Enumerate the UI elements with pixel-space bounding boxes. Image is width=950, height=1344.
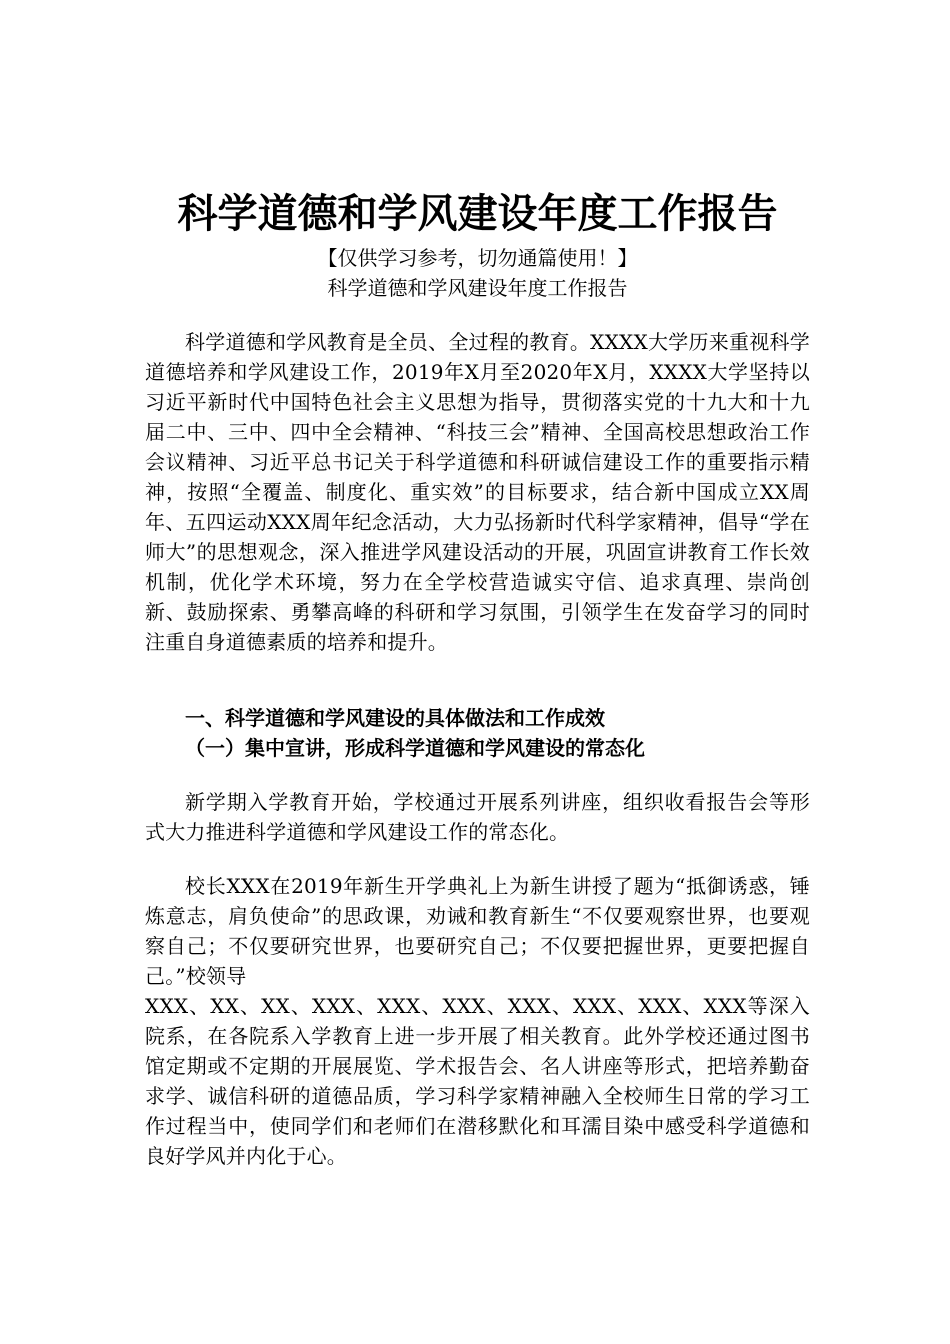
body-paragraph-3-continued: XXX、XX、XX、XXX、XXX、XXX、XXX、XXX、XXX、XXX等深入院系，在各院系入学教育上进一步开展了相关教育。此外学校还通过图书馆定期或不定期的开展展览、学术报告会、名人讲座等形式，把培养勤奋求学、诚信科研的道德品质，学习科学家精神融入全校师生日常的学习工作过程当中，使同学们和老师们在潜移默化和耳濡目染中感受科学道德和良好学风并内化于心。 [145,994,810,1168]
usage-notice: 【仅供学习参考，切勿通篇使用！】 [317,246,638,270]
section-heading-1: 一、科学道德和学风建设的具体做法和工作成效 [185,706,605,730]
body-paragraph-3: 校长XXX在2019年新生开学典礼上为新生讲授了题为“抵御诱惑，锤炼意志，肩负使命”的思政课，劝诫和教育新生“不仅要观察世界，也要观察自己；不仅要研究世界，也要研究自己；不仅要把握世界，更要把握自己。”校领导 [145,874,810,988]
document-subtitle: 科学道德和学风建设年度工作报告 [327,276,628,300]
body-paragraph-2: 新学期入学教育开始，学校通过开展系列讲座，组织收看报告会等形式大力推进科学道德和学风建设工作的常态化。 [145,790,810,844]
subsection-heading-1: （一）集中宣讲，形成科学道德和学风建设的常态化 [185,736,645,760]
document-page [145,185,810,1171]
intro-paragraph: 科学道德和学风教育是全员、全过程的教育。XXXX大学历来重视科学道德培养和学风建设工作，2019年X月至2020年X月，XXXX大学坚持以习近平新时代中国特色社会主义思想为指导，贯彻落实党的十九大和十九届二中、三中、四中全会精神、“科技三会”精神、全国高校思想政治工作会议精神、习近平总书记关于科学道德和科研诚信建设工作的重要指示精神，按照“全覆盖、制度化、重实效”的目标要求，结合新中国成立XX周年、五四运动XXX周年纪念活动，大力弘扬新时代科学家精神，倡导“学在师大”的思想观念，深入推进学风建设活动的开展，巩固宣讲教育工作长效机制，优化学术环境，努力在全学校营造诚实守信、追求真理、崇尚创新、鼓励探索、勇攀高峰的科研和学习氛围，引领学生在发奋学习的同时注重自身道德素质的培养和提升。 [145,330,810,654]
document-title: 科学道德和学风建设年度工作报告 [177,191,778,237]
